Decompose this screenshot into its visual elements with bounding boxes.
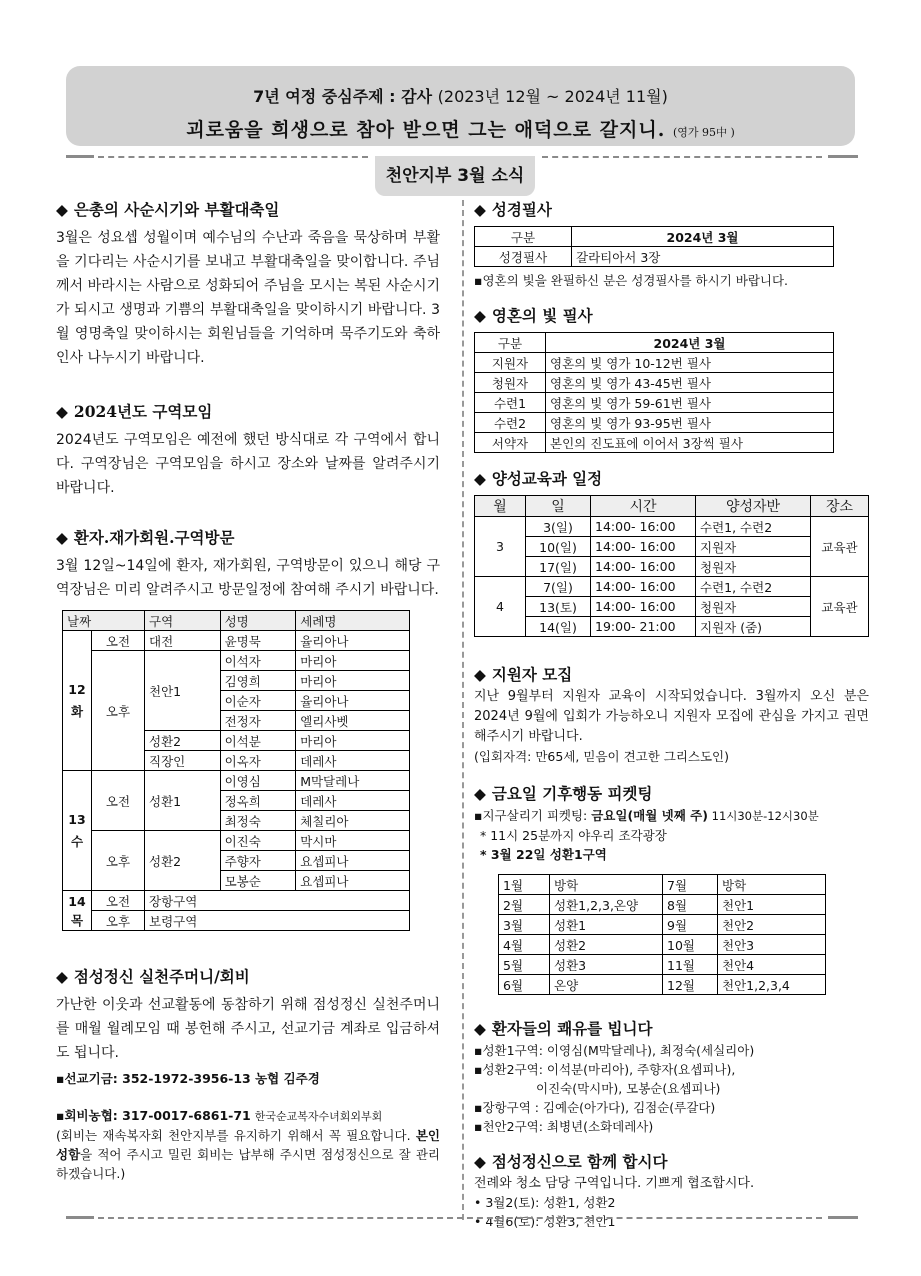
diamond-icon: ◆ (474, 201, 486, 219)
section-body: 전례와 청소 담당 구역입니다. 기쁘게 협조합시다. (474, 1176, 755, 1191)
area-cell: 성환2 (145, 831, 221, 891)
month-cell: 7월 (663, 875, 718, 895)
place-cell: 교육관 (811, 517, 869, 577)
section-heading: ◆ 금요일 기후행동 피켓팅 (474, 784, 653, 803)
day-cell: 7(일) (526, 577, 591, 597)
soul-light-table (474, 332, 834, 453)
area-cell: 성환1,2,3,온양 (550, 895, 663, 915)
date-cell: 13 수 (63, 771, 92, 891)
row-label: 수련2 (475, 413, 546, 433)
rule-left-cap (66, 155, 94, 158)
name-cell: 이순자 (220, 691, 296, 711)
baptism-cell: M막달레나 (296, 771, 410, 791)
baptism-cell: 마리아 (296, 651, 410, 671)
area-cell: 성환1 (550, 915, 663, 935)
section-lent (56, 198, 440, 370)
month-cell: 10월 (663, 935, 718, 955)
section-heading: ◆ 환자.재가회원.구역방문 (56, 528, 235, 547)
theme-period: (2023년 12월 ~ 2024년 11월) (437, 87, 668, 106)
diamond-icon: ◆ (474, 666, 486, 684)
visit-table (62, 610, 410, 931)
section-body: 2024년도 구역모임은 예전에 했던 방식대로 각 구역에서 합니다. 구역장님은 구역모임을 하시고 장소와 날짜를 알려주시기 바랍니다. (56, 432, 440, 496)
col-header: 일 (526, 496, 591, 517)
name-cell: 윤명묵 (220, 631, 296, 651)
col-header: 시간 (591, 496, 696, 517)
baptism-cell: 율리아나 (296, 631, 410, 651)
day-cell: 3(일) (526, 517, 591, 537)
col-header: 세례명 (296, 611, 410, 631)
baptism-cell: 데레사 (296, 751, 410, 771)
class-cell: 청원자 (696, 557, 811, 577)
class-cell: 수련1, 수련2 (696, 577, 811, 597)
time-cell: 14:00- 16:00 (591, 577, 696, 597)
name-cell: 이영심 (220, 771, 296, 791)
list-item: ▪장항구역 : 김예순(아가다), 김점순(루갈다) (474, 1100, 716, 1115)
row-value: 영혼의 빛 영가 93-95번 필사 (546, 413, 834, 433)
baptism-cell: 마리아 (296, 671, 410, 691)
section-heading: ◆ 2024년도 구역모임 (56, 402, 213, 421)
quote-line (66, 115, 855, 142)
day-cell: 10(일) (526, 537, 591, 557)
month-cell: 6월 (499, 975, 550, 995)
section-education (474, 467, 869, 637)
section-body: 지난 9월부터 지원자 교육이 시작되었습니다. 3월까지 오신 분은 2024년 9월에 입회가 가능하오니 지원자 모집에 관심을 가지고 권면해주시기 바랍니다. (474, 689, 869, 744)
time-cell: 14:00- 16:00 (591, 537, 696, 557)
row-label: 성경필사 (475, 247, 572, 267)
theme-title: 7년 여정 중심주제 : 감사 (253, 87, 433, 106)
month-cell: 8월 (663, 895, 718, 915)
diamond-icon: ◆ (56, 201, 68, 219)
col-header: 성명 (220, 611, 296, 631)
recruit-condition: (입회자격: 만65세, 믿음이 견고한 그리스도인) (474, 749, 730, 764)
class-cell: 수련1, 수련2 (696, 517, 811, 537)
section-healing (474, 1017, 869, 1136)
footer-rule-dash (98, 1217, 822, 1219)
theme-banner (66, 66, 855, 146)
name-cell: 정옥희 (220, 791, 296, 811)
date-cell: 14 목 (63, 891, 92, 931)
col-header: 월 (475, 496, 526, 517)
quote-reference: (영가 95中 ) (672, 126, 735, 139)
baptism-cell: 체칠리아 (296, 811, 410, 831)
place-cell: 교육관 (811, 577, 869, 637)
area-cell: 천안1 (145, 651, 221, 731)
section-heading: ◆ 지원자 모집 (474, 665, 573, 684)
month-cell: 4 (475, 577, 526, 637)
time-cell: 14:00- 16:00 (591, 517, 696, 537)
name-cell: 이석분 (220, 731, 296, 751)
time-cell: 오전 (92, 631, 145, 651)
quote-text: 괴로움을 희생으로 참아 받으면 그는 애덕으로 갈지니. (186, 119, 666, 141)
time-cell: 오후 (92, 911, 145, 931)
section-heading: ◆ 은총의 사순시기와 부활대축일 (56, 200, 280, 219)
rule-right-dash (542, 156, 822, 158)
list-item: • 4월6(토): 성환3, 천안1 (474, 1214, 616, 1229)
section-body: 3월 12일~14일에 환자, 재가회원, 구역방문이 있으니 해당 구역장님은 미리 알려주시고 방문일정에 참여해 주시기 바랍니다. (56, 558, 440, 598)
diamond-icon: ◆ (474, 470, 486, 488)
area-cell: 성환2 (145, 731, 221, 751)
month-cell: 4월 (499, 935, 550, 955)
baptism-cell: 요셉피나 (296, 851, 410, 871)
section-heading: ◆ 양성교육과 일정 (474, 469, 603, 488)
dues-note: (회비는 재속복자회 천안지부를 유지하기 위해서 꼭 필요합니다. 본인성함을 적어 주시고 밀린 회비는 납부해 주시면 점성정신으로 잘 관리하겠습니다.) (56, 1128, 440, 1181)
time-cell: 오후 (92, 651, 145, 771)
time-cell: 19:00- 21:00 (591, 617, 696, 637)
row-value: 영혼의 빛 영가 43-45번 필사 (546, 373, 834, 393)
area-cell: 방학 (718, 875, 826, 895)
diamond-icon: ◆ (474, 1020, 486, 1038)
list-item: ▪성환1구역: 이영심(M막달레나), 최정숙(세실리아) (474, 1043, 755, 1058)
day-cell: 17(일) (526, 557, 591, 577)
footer-rule-left-cap (66, 1216, 94, 1219)
baptism-cell: 율리아나 (296, 691, 410, 711)
baptism-cell: 요셉피나 (296, 871, 410, 891)
picket-schedule: ▪지구살리기 피켓팅: 금요일(매월 넷째 주) 11시30분-12시30분 (474, 808, 819, 823)
column-divider (462, 200, 464, 1220)
education-table (474, 495, 869, 637)
list-item: ▪성환2구역: 이석분(마리아), 주향자(요셉피나), (474, 1062, 736, 1077)
day-cell: 13(토) (526, 597, 591, 617)
month-cell: 2월 (499, 895, 550, 915)
col-header: 장소 (811, 496, 869, 517)
area-cell: 천안1,2,3,4 (718, 975, 826, 995)
date-cell: 12 화 (63, 631, 92, 771)
col-header: 양성자반 (696, 496, 811, 517)
class-cell: 지원자 (줌) (696, 617, 811, 637)
row-label: 서약자 (475, 433, 546, 453)
section-bible (474, 198, 869, 290)
rule-right-cap (828, 155, 858, 158)
name-cell: 김영희 (220, 671, 296, 691)
area-cell: 천안4 (718, 955, 826, 975)
picket-rotation-table (498, 874, 826, 995)
rule-left-dash (98, 156, 368, 158)
col-header: 날짜 (63, 611, 145, 631)
col-header: 2024년 3월 (572, 227, 834, 247)
month-cell: 1월 (499, 875, 550, 895)
row-value: 영혼의 빛 영가 10-12번 필사 (546, 353, 834, 373)
section-heading: ◆ 영혼의 빛 필사 (474, 306, 593, 325)
row-label: 지원자 (475, 353, 546, 373)
diamond-icon: ◆ (474, 1153, 486, 1171)
diamond-icon: ◆ (474, 307, 486, 325)
baptism-cell: 막시마 (296, 831, 410, 851)
area-cell: 성환2 (550, 935, 663, 955)
section-heading: ◆ 점성정신으로 함께 합시다 (474, 1152, 668, 1171)
name-cell: 이진숙 (220, 831, 296, 851)
row-label: 수련1 (475, 393, 546, 413)
theme-line (66, 84, 855, 107)
area-cell: 방학 (550, 875, 663, 895)
section-visits (56, 526, 440, 931)
picket-place: * 11시 25분까지 야우리 조각광장 (480, 828, 667, 843)
section-district-meeting (56, 400, 440, 500)
month-cell: 9월 (663, 915, 718, 935)
list-item: ▪천안2구역: 최병년(소화데레사) (474, 1119, 654, 1134)
area-cell: 장항구역 (145, 891, 410, 911)
list-item: • 3월2(토): 성환1, 성환2 (474, 1195, 616, 1210)
area-cell: 성환1 (145, 771, 221, 831)
day-cell: 14(일) (526, 617, 591, 637)
diamond-icon: ◆ (56, 968, 68, 986)
area-cell: 온양 (550, 975, 663, 995)
dues-account: ▪회비농협: 317-0017-6861-71 한국순교복자수녀회외부회 (56, 1108, 383, 1123)
baptism-cell: 마리아 (296, 731, 410, 751)
area-cell: 직장인 (145, 751, 221, 771)
section-body: 3월은 성요셉 성월이며 예수님의 수난과 죽음을 묵상하며 부활을 기다리는 사순시기를 보내고 부활대축일을 맞이합니다. 주님께서 바라시는 사람으로 성화되어 주님을 모시는 복된 사순시기가 되시고 생명과 기쁨의 부활대축일을 맞이하시기 바랍니다. 3월 영명축일 맞이하시는 회원님들을 기억하며 묵주기도와 축하 인사 나누시기 바랍니다. (56, 230, 440, 366)
time-cell: 14:00- 16:00 (591, 597, 696, 617)
month-cell: 12월 (663, 975, 718, 995)
section-soul-light (474, 304, 869, 453)
section-heading: ◆ 성경필사 (474, 200, 552, 219)
time-cell: 오전 (92, 891, 145, 911)
name-cell: 이석자 (220, 651, 296, 671)
diamond-icon: ◆ (56, 529, 68, 547)
section-heading: ◆ 점성정신 실천주머니/회비 (56, 967, 250, 986)
bible-note: ▪영혼의 빛을 완필하신 분은 성경필사를 하시기 바랍니다. (474, 273, 789, 288)
picket-highlight: * 3월 22일 성환1구역 (480, 847, 607, 862)
class-cell: 청원자 (696, 597, 811, 617)
time-cell: 오후 (92, 831, 145, 891)
baptism-cell: 데레사 (296, 791, 410, 811)
col-header: 구분 (475, 333, 546, 353)
row-value: 갈라티아서 3장 (572, 247, 834, 267)
month-cell: 5월 (499, 955, 550, 975)
section-body: 가난한 이웃과 선교활동에 동참하기 위해 점성정신 실천주머니를 매월 월례모임 때 봉헌해 주시고, 선교기금 계좌로 입금하셔도 됩니다. (56, 997, 440, 1061)
section-picket (474, 782, 869, 995)
baptism-cell: 엘리사벳 (296, 711, 410, 731)
left-column (56, 198, 440, 1183)
diamond-icon: ◆ (474, 785, 486, 803)
footer-rule-right-cap (828, 1216, 858, 1219)
row-value: 본인의 진도표에 이어서 3장씩 필사 (546, 433, 834, 453)
name-cell: 이옥자 (220, 751, 296, 771)
page-title: 천안지부 3월 소식 (375, 156, 535, 196)
area-cell: 천안3 (718, 935, 826, 955)
name-cell: 주향자 (220, 851, 296, 871)
col-header: 구역 (145, 611, 221, 631)
section-dues (56, 965, 440, 1183)
bible-table (474, 226, 834, 267)
col-header: 구분 (475, 227, 572, 247)
area-cell: 성환3 (550, 955, 663, 975)
diamond-icon: ◆ (56, 403, 68, 421)
mission-fund-account: ▪선교기금: 352-1972-3956-13 농협 김주경 (56, 1071, 320, 1086)
area-cell: 보령구역 (145, 911, 410, 931)
month-cell: 3 (475, 517, 526, 577)
month-cell: 11월 (663, 955, 718, 975)
list-item: 이진숙(막시마), 모봉순(요셉피나) (536, 1081, 721, 1096)
month-cell: 3월 (499, 915, 550, 935)
name-cell: 최정숙 (220, 811, 296, 831)
right-column (474, 198, 869, 1231)
section-recruit (474, 663, 869, 766)
time-cell: 14:00- 16:00 (591, 557, 696, 577)
area-cell: 천안1 (718, 895, 826, 915)
section-heading: ◆ 환자들의 쾌유를 빕니다 (474, 1019, 653, 1038)
class-cell: 지원자 (696, 537, 811, 557)
row-value: 영혼의 빛 영가 59-61번 필사 (546, 393, 834, 413)
area-cell: 대전 (145, 631, 221, 651)
area-cell: 천안2 (718, 915, 826, 935)
name-cell: 전정자 (220, 711, 296, 731)
name-cell: 모봉순 (220, 871, 296, 891)
row-label: 청원자 (475, 373, 546, 393)
col-header: 2024년 3월 (546, 333, 834, 353)
time-cell: 오전 (92, 771, 145, 831)
